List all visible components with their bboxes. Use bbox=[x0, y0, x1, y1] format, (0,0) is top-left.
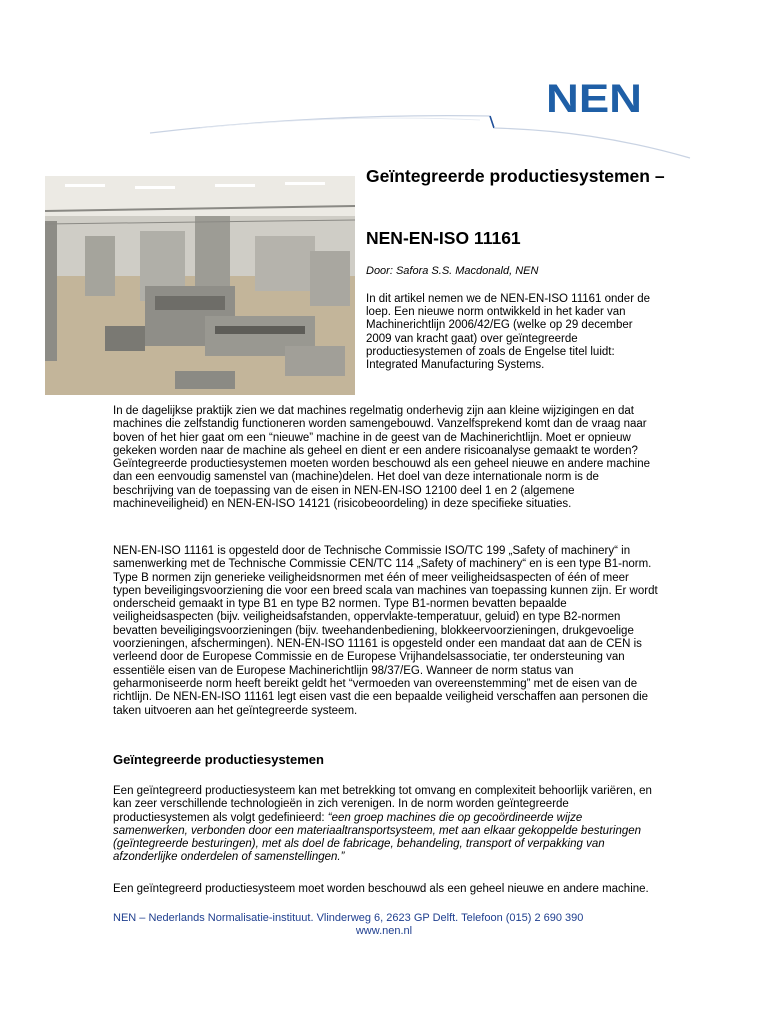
paragraph-3 bbox=[113, 785, 658, 865]
factory-photo bbox=[45, 176, 355, 395]
article-intro: In dit artikel nemen we de NEN-EN-ISO 11161 onder de loep. Een nieuwe norm ontwikkeld in het kader van Machinerichtlijn 2006/42/EG (welke op 29 december 2009 van kracht gaat) over geïntegreerde productiesystemen of zoals de Engelse titel luidt: Integrated Manufacturing Systems. bbox=[366, 293, 651, 372]
header-swoosh bbox=[0, 108, 768, 168]
footer-address: NEN – Nederlands Normalisatie-instituut. Vlinderweg 6, 2623 GP Delft. Telefoon (015) 2 690 390 bbox=[113, 912, 584, 924]
factory-production-line-icon bbox=[45, 176, 355, 395]
paragraph-3-definition: “een groep machines die op gecoördineerde wijze samenwerken, verbonden door een materiaaltransportsysteem, met aan elkaar gekoppelde besturingen (geïntegreerde besturingen), met als doel de fabricage, behandeling, transport of verpakking van afzonderlijke onderdelen of samenstellingen.” bbox=[113, 811, 642, 864]
paragraph-3-lead: Een geïntegreerd productiesysteem kan met betrekking tot omvang en complexiteit behoorlijk variëren, en kan zeer verschillende technologieën in zich verenigen. In de norm worden geïntegreerde productiesystemen als volgt gedefinieerd: bbox=[113, 785, 652, 824]
paragraph-2: NEN-EN-ISO 11161 is opgesteld door de Technische Commissie ISO/TC 199 „Safety of machinery“ in samenwerking met de Technische Commissie CEN/TC 114 „Safety of machinery“ en is een type B1-norm. Type B normen zijn generieke veiligheidsnormen met één of meer veiligheidsaspecten of één of meer typen beveiligingsvoorziening die voor een breed scala van machines van toepassing kunnen zijn. Er wordt onderscheid gemaakt in type B1 en type B2 normen. Type B1-normen bevatten bepaalde veiligheidsaspecten (bijv. veiligheidsafstanden, oppervlakte-temperatuur, geluid) en type B2-normen bevatten beveiligingsvoorzieningen (bijv. tweehandenbediening, blokkeervoorzieningen, drukgevoelige voorzieningen, afschermingen). NEN-EN-ISO 11161 is opgesteld onder een mandaat dat aan de CEN is verleend door de Europese Commissie en de Europese Vrijhandelsassociatie, ter ondersteuning van essentiële eisen van de Europese Machinerichtlijn 98/37/EG. Wanneer de norm status van geharmoniseerde norm heeft bereikt geldt het “vermoeden van overeenstemming” met de eisen van de richtlijn. De NEN-EN-ISO 11161 legt eisen vast die een bepaalde veiligheid verschaffen aan personen die taken uitvoeren aan het geïntegreerde systeem. bbox=[113, 545, 658, 717]
paragraph-1: In de dagelijkse praktijk zien we dat machines regelmatig onderhevig zijn aan kleine wijzigingen en dat machines die zelfstandig functioneren worden samengebouwd. Vanzelfsprekend komt dan de vraag naar boven of het hier gaat om een “nieuwe” machine in de geest van de Machinerichtlijn. Moet er opnieuw gekeken worden naar de machine als geheel en dient er een andere risicoanalyse gemaakt te worden? Geïntegreerde productiesystemen moeten worden beschouwd als een geheel nieuwe en andere machine dan een eenvoudig samenstel van (machine)delen. Het doel van deze internationale norm is de beschrijving van de toepassing van de eisen in NEN-EN-ISO 12100 deel 1 en 2 (algemene machineveiligheid) en NEN-EN-ISO 14121 (risicobeoordeling) in deze specifieke situaties. bbox=[113, 405, 651, 511]
article-author: Door: Safora S.S. Macdonald, NEN bbox=[366, 265, 539, 277]
logo-text: NEN bbox=[546, 80, 642, 114]
section-heading: Geïntegreerde productiesystemen bbox=[113, 752, 324, 767]
article-subtitle: NEN-EN-ISO 11161 bbox=[366, 228, 521, 248]
article-title: Geïntegreerde productiesystemen – bbox=[366, 166, 665, 186]
footer-website-link[interactable]: www.nen.nl bbox=[355, 925, 413, 937]
paragraph-4: Een geïntegreerd productiesysteem moet worden beschouwd als een geheel nieuwe en andere machine. bbox=[113, 883, 649, 895]
